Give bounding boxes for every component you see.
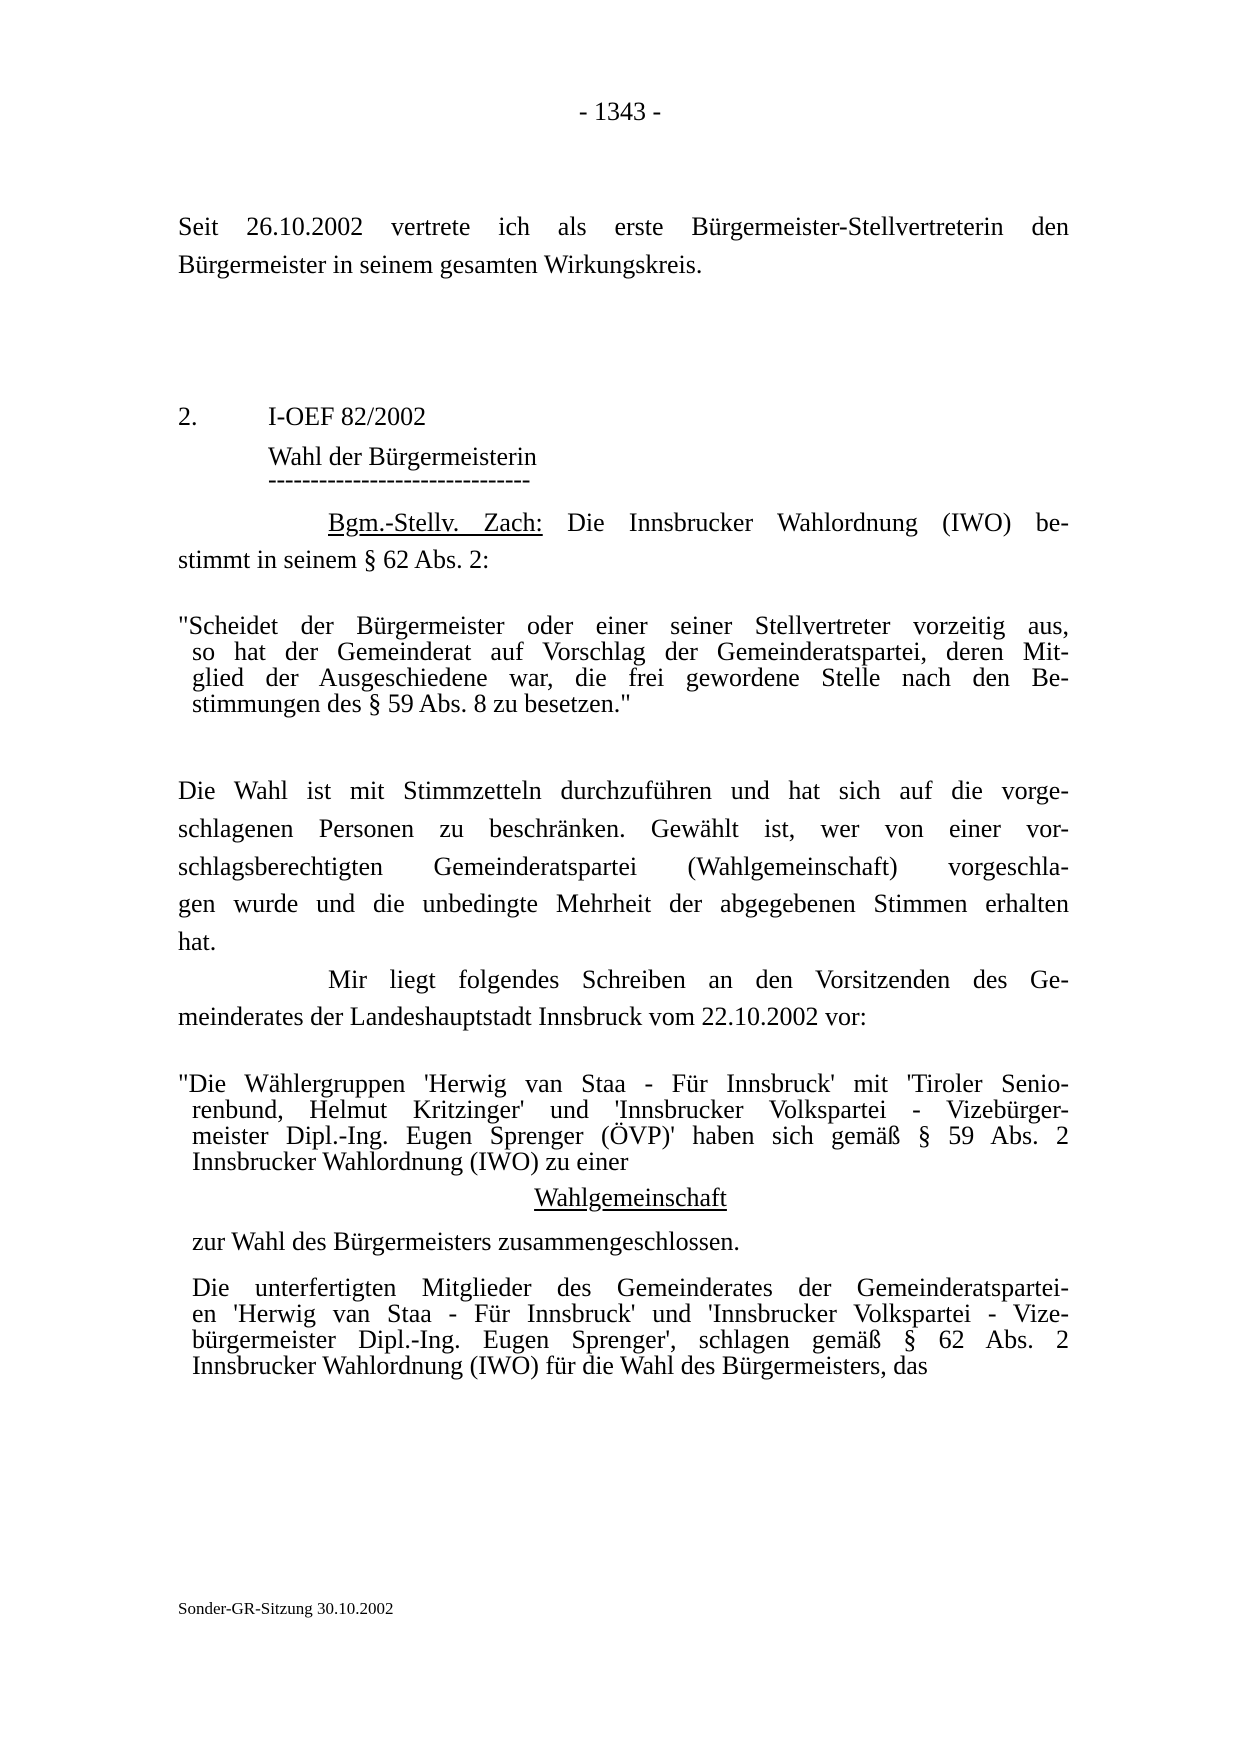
item-number: 2. — [178, 402, 198, 431]
speaker-name: Bgm.-Stellv. Zach: — [328, 508, 543, 537]
quote3-line: Die unterfertigten Mitglieder des Gemeinderates der Gemeinderatspartei- — [192, 1273, 1069, 1302]
paragraph1-line: schlagenen Personen zu beschränken. Gewählt ist, wer von einer vor- — [178, 814, 1069, 843]
intro-line: Bürgermeister in seinem gesamten Wirkungskreis. — [178, 250, 703, 279]
paragraph1-line: gen wurde und die unbedingte Mehrheit der abgegebenen Stimmen erhalten — [178, 889, 1069, 918]
page-number: - 1343 - — [578, 97, 662, 126]
quote2-line: renbund, Helmut Kritzinger' und 'Innsbrucker Volkspartei - Vizebürger- — [192, 1095, 1069, 1124]
quote2-line: Innsbrucker Wahlordnung (IWO) zu einer — [192, 1147, 629, 1176]
speaker-line — [328, 508, 1069, 538]
quote2-after: zur Wahl des Bürgermeisters zusammengeschlossen. — [192, 1227, 740, 1256]
item-title: Wahl der Bürgermeisterin — [268, 442, 537, 471]
footer-text: Sonder-GR-Sitzung 30.10.2002 — [178, 1599, 394, 1618]
quote1-line: glied der Ausgeschiedene war, die frei gewordene Stelle nach den Be- — [192, 663, 1069, 692]
paragraph2-line: meinderates der Landeshauptstadt Innsbruck vom 22.10.2002 vor: — [178, 1002, 867, 1031]
paragraph1-line: hat. — [178, 927, 217, 956]
quote2-line: "Die Wählergruppen 'Herwig van Staa - Für Innsbruck' mit 'Tiroler Senio- — [178, 1069, 1069, 1098]
paragraph2-line: Mir liegt folgendes Schreiben an den Vorsitzenden des Ge- — [328, 965, 1069, 994]
paragraph1-line: Die Wahl ist mit Stimmzetteln durchzuführen und hat sich auf die vorge- — [178, 776, 1069, 805]
quote1-line: so hat der Gemeinderat auf Vorschlag der Gemeinderatspartei, deren Mit- — [192, 637, 1069, 666]
quote2-heading: Wahlgemeinschaft — [534, 1183, 727, 1212]
quote3-line: bürgermeister Dipl.-Ing. Eugen Sprenger', schlagen gemäß § 62 Abs. 2 — [192, 1325, 1069, 1354]
item-code: I-OEF 82/2002 — [268, 402, 427, 431]
item-rule: ------------------------------- — [268, 465, 531, 494]
quote3-line: Innsbrucker Wahlordnung (IWO) für die Wahl des Bürgermeisters, das — [192, 1351, 928, 1380]
speaker-line-2: stimmt in seinem § 62 Abs. 2: — [178, 545, 490, 574]
quote2-line: meister Dipl.-Ing. Eugen Sprenger (ÖVP)' haben sich gemäß § 59 Abs. 2 — [192, 1121, 1069, 1150]
quote1-line: "Scheidet der Bürgermeister oder einer seiner Stellvertreter vorzeitig aus, — [178, 611, 1069, 640]
intro-line: Seit 26.10.2002 vertrete ich als erste Bürgermeister-Stellvertreterin den — [178, 212, 1069, 241]
speaker-text: Die Innsbrucker Wahlordnung (IWO) be- — [567, 508, 1069, 537]
quote1-line: stimmungen des § 59 Abs. 8 zu besetzen." — [192, 689, 631, 718]
paragraph1-line: schlagsberechtigten Gemeinderatspartei (Wahlgemeinschaft) vorgeschla- — [178, 852, 1069, 881]
quote3-line: en 'Herwig van Staa - Für Innsbruck' und 'Innsbrucker Volkspartei - Vize- — [192, 1299, 1069, 1328]
